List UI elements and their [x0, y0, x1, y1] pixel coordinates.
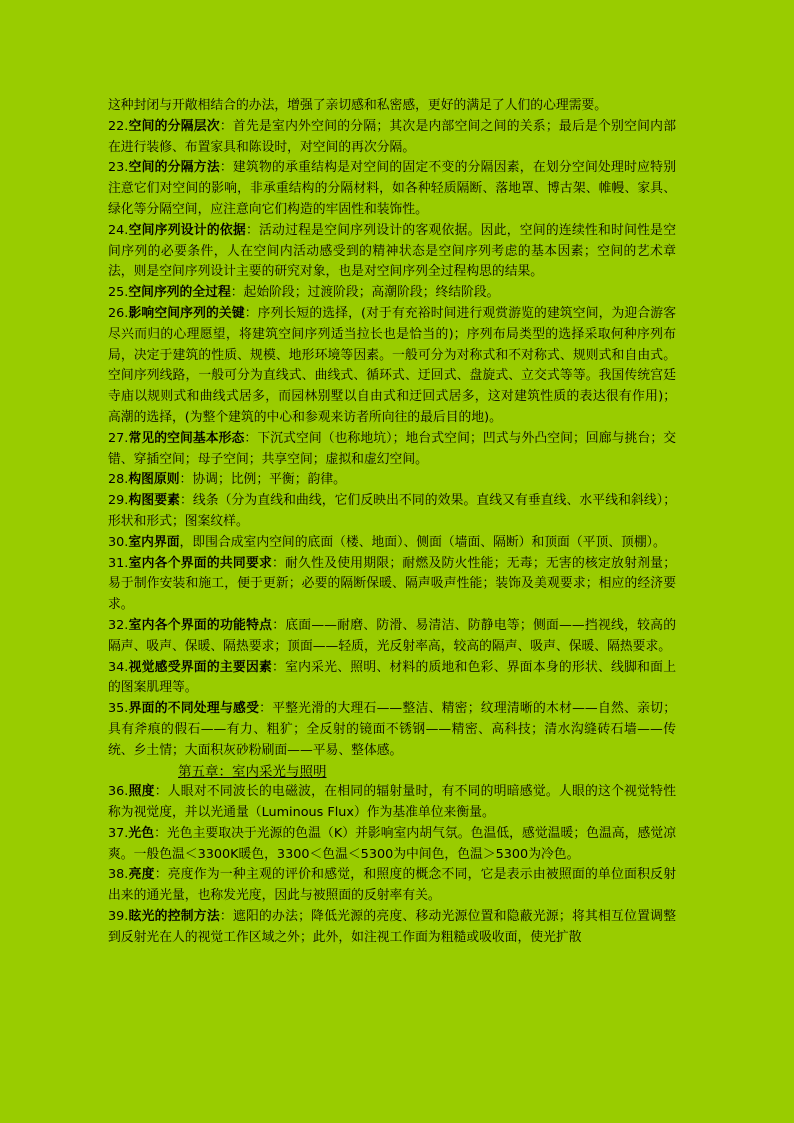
item-term: 空间的分隔层次 [128, 118, 220, 134]
item-term: 影响空间序列的关键 [128, 305, 245, 321]
item-separator: ： [154, 825, 167, 841]
item-number: 22. [108, 118, 129, 134]
item-number: 27. [108, 430, 129, 446]
item-text: 建筑物的承重结构是对空间的固定不变的分隔因素，在划分空间处理时应特别注意它们对空间的影响，非承重结构的分隔材料，如各种轻质隔断、落地罩、博古架、帷幔、家具、绿化等分隔空间，应注意向它们构造的牢固性和装饰性。 [108, 160, 677, 217]
list-item [108, 304, 676, 429]
item-term: 构图原则 [128, 472, 180, 488]
list-item [108, 491, 676, 533]
chapter-title: 第五章：室内采光与照明 [178, 763, 327, 780]
item-number: 31. [108, 555, 129, 571]
item-separator: ： [272, 617, 286, 633]
item-text: 光色主要取决于光源的色温（K）并影响室内胡气氛。色温低，感觉温暖；色温高，感觉凉爽。一般色温＜3300K暖色，3300＜色温＜5300为中间色，色温＞5300为冷色。 [108, 825, 676, 862]
item-separator: ： [180, 493, 193, 509]
item-text: 亮度作为一种主观的评价和感觉，和照度的概念不同，它是表示由被照面的单位面积反射出来的通光量，也称发光度，因此与被照面的反射率有关。 [108, 867, 677, 904]
item-text: 平整光滑的大理石——整洁、精密；纹理清晰的木材——自然、亲切；具有斧痕的假石——有力、粗犷；全反射的镜面不锈钢——精密、高科技；清水沟缝砖石墙——传统、乡土情；大面积灰砂粉刷面——平易、整体感。 [108, 701, 677, 758]
item-list [108, 117, 676, 762]
item-text: 下沉式空间（也称地坑）；地台式空间；凹式与外凸空间；回廊与挑台；交错、穿插空间；母子空间；共享空间；虚拟和虚幻空间。 [108, 430, 677, 467]
item-term: 室内界面 [128, 534, 180, 550]
document-body [108, 96, 676, 949]
item-term: 亮度 [128, 867, 155, 883]
item-text: 协调；比例；平衡；韵律。 [192, 472, 346, 488]
item-separator: ： [219, 909, 233, 925]
item-text: 序列长短的选择，(对于有充裕时间进行观赏游览的建筑空间，为迎合游客尽兴而归的心理愿望，将建筑空间序列适当拉长也是恰当的)；序列布局类型的选择采取何种序列布局，决定于建筑的性质、规模、地形环境等因素。一般可分为对称式和不对称式、规则式和自由式。空间序列线路，一般可分为直线式、曲线式、循环式、迂回式、盘旋式、立交式等等。我国传统宫廷寺庙以规则式和曲线式居多，而园林别墅以自由式和迂回式居多，这对建筑性质的表达很有作用)；高潮的选择，(为整个建筑的中心和参观来访者所向往的最后目的地)。 [108, 305, 676, 425]
item-number: 28. [108, 472, 129, 488]
list-item [108, 221, 676, 283]
item-number: 23. [108, 160, 129, 176]
item-number: 35. [108, 701, 129, 717]
list-item [108, 616, 676, 658]
item-term: 室内各个界面的功能特点 [128, 617, 273, 633]
item-separator: ： [244, 430, 258, 446]
list-item [108, 533, 676, 554]
item-text: 首先是室内外空间的分隔；其次是内部空间之间的关系；最后是个别空间内部在进行装修、布置家具和陈设时，对空间的再次分隔。 [108, 118, 677, 155]
item-term: 室内各个界面的共同要求 [128, 555, 273, 571]
item-separator: ： [219, 160, 233, 176]
item-term: 空间序列的全过程 [128, 285, 231, 301]
item-term: 界面的不同处理与感受 [128, 701, 260, 717]
list-item [108, 658, 676, 700]
item-term: 常见的空间基本形态 [128, 430, 245, 446]
item-separator: ： [245, 222, 259, 238]
item-term: 照度 [128, 784, 155, 800]
list-item [108, 782, 676, 824]
item-term: 视觉感受界面的主要因素 [128, 659, 273, 675]
item-separator: ： [230, 285, 244, 301]
item-number: 24. [108, 222, 129, 238]
item-separator: ： [219, 118, 233, 134]
list-item [108, 429, 676, 471]
item-number: 30. [108, 534, 129, 550]
item-number: 39. [108, 909, 129, 925]
item-text: 线条（分为直线和曲线，它们反映出不同的效果。直线又有垂直线、水平线和斜线）；形状和形式；图案纹样。 [108, 493, 677, 529]
list-item [108, 117, 676, 159]
item-text: 起始阶段；过渡阶段；高潮阶段；终结阶段。 [243, 285, 500, 301]
item-text: 人眼对不同波长的电磁波，在相同的辐射量时，有不同的明暗感觉。人眼的这个视觉特性称为视觉度，并以光通量（Luminous Flux）作为基准单位来衡量。 [108, 784, 677, 821]
item-text: 底面——耐磨、防滑、易清洁、防静电等；侧面——挡视线，较高的隔声、吸声、保暖、隔热要求；顶面——轻质，光反射率高，较高的隔声、吸声、保暖、隔热要求。 [108, 617, 677, 654]
item-text: 即围合成室内空间的底面（楼、地面）、侧面（墙面、隔断）和顶面（平顶、顶棚）。 [192, 534, 666, 550]
item-separator: ： [179, 472, 193, 488]
item-separator: ： [154, 784, 168, 800]
item-text: 耐久性及使用期限；耐燃及防火性能；无毒；无害的核定放射剂量；易于制作安装和施工，便于更新；必要的隔断保暖、隔声吸声性能；装饰及美观要求；相应的经济要求。 [108, 555, 677, 613]
item-number: 34. [108, 659, 129, 675]
item-term: 眩光的控制方法 [128, 909, 220, 925]
lead-paragraph: 这种封闭与开敞相结合的办法，增强了亲切感和私密感，更好的满足了人们的心理需要。 [108, 98, 608, 113]
item-separator: ， [179, 534, 193, 550]
item-separator: ： [272, 555, 286, 571]
list-item [108, 283, 676, 304]
item-text: 遮阳的办法；降低光源的亮度、移动光源位置和隐蔽光源；将其相互位置调整到反射光在人的视觉工作区域之外；此外，如注视工作面为粗糙或吸收面，使光扩散 [108, 909, 677, 945]
item-text: 活动过程是空间序列设计的客观依据。因此，空间的连续性和时间性是空间序列的必要条件，人在空间内活动感受到的精神状态是空间序列考虑的基本因素；空间的艺术章法，则是空间序列设计主要的研究对象，也是对空间序列全过程构思的结果。 [108, 222, 677, 280]
list-item [108, 554, 676, 616]
list-item [108, 907, 676, 949]
item-text: 室内采光、照明、材料的质地和色彩、界面本身的形状、线脚和面上的图案肌理等。 [108, 659, 677, 696]
list-item [108, 865, 676, 907]
item-term: 空间序列设计的依据 [128, 222, 246, 238]
item-number: 26. [108, 305, 129, 321]
chapter-heading [108, 762, 676, 783]
item-term: 构图要素 [128, 493, 180, 509]
item-number: 29. [108, 493, 129, 509]
list-item [108, 699, 676, 761]
list-item [108, 824, 676, 866]
item-term: 光色 [128, 825, 155, 841]
list-item [108, 470, 676, 491]
list-item [108, 158, 676, 220]
item-separator: ： [244, 305, 258, 321]
item-separator: ： [272, 659, 286, 675]
item-number: 25. [108, 285, 129, 301]
item-separator: ： [259, 701, 273, 717]
item-number: 36. [108, 784, 129, 800]
item-separator: ： [154, 867, 168, 883]
item-number: 37. [108, 825, 129, 841]
item-number: 38. [108, 867, 129, 883]
item-term: 空间的分隔方法 [128, 160, 220, 176]
item-list-chapter-5 [108, 782, 676, 948]
item-number: 32. [108, 617, 129, 633]
